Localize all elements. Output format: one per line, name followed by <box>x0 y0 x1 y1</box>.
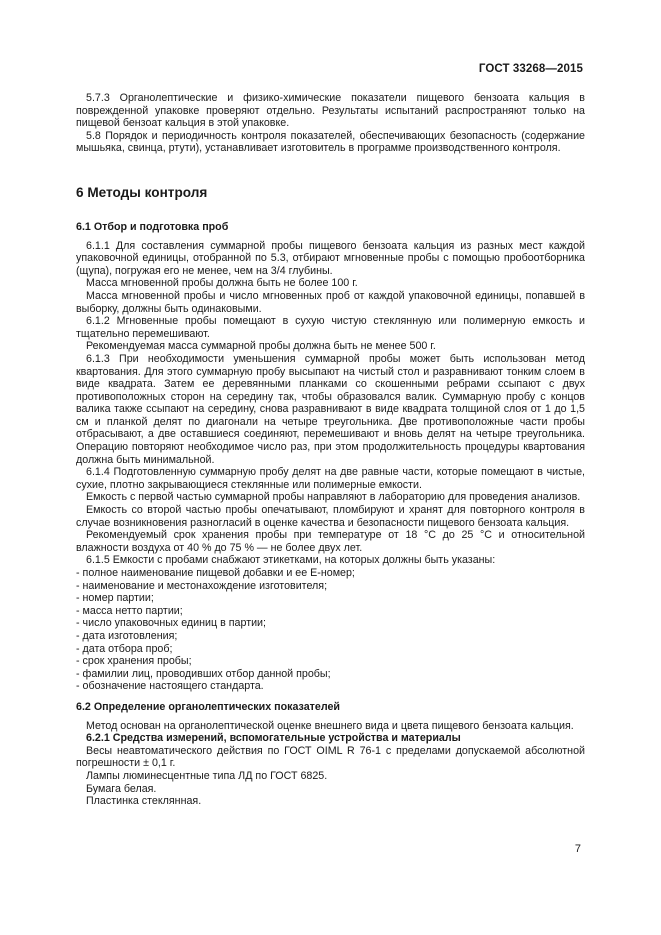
list-item: - срок хранения пробы; <box>76 655 192 668</box>
paragraph-scales: Весы неавтоматического действия по ГОСТ OIML R 76-1 с пределами допускаемой абсолютной погрешности ± 0,1 г. <box>76 744 585 770</box>
list-item: - полное наименование пищевой добавки и ее Е-номер; <box>76 567 355 579</box>
page-content <box>76 92 585 808</box>
paragraph-first-part: Емкость с первой частью суммарной пробы направляют в лабораторию для проведения анализов. <box>86 491 581 504</box>
list-item: - дата отбора проб; <box>76 642 173 655</box>
paragraph-5-7-3: 5.7.3 Органолептические и физико-химические показатели пищевого бензоата кальция в поврежденной упаковке проверяют отдельно. Результаты испытаний распространяют только на пищевой бензоат кальция в этой упаковке. <box>76 92 585 130</box>
paragraph-6-1-3: 6.1.3 При необходимости уменьшения суммарной пробы может быть использован метод квартования. Для этого суммарную пробу высыпают на чистый стол и разравнивают тонким слоем в виде квадрата. Затем ее деревянными планками со скошенными ребрами ссыпают с двух противоположных сторон на середину так, чтобы образовался валик. Суммарную пробу с концов валика также ссыпают на середину, снова разравнивают в виде квадрата толщиной слоя от 1 до 1,5 см и планкой делят по диагонали на четыре треугольника. Две противоположные части пробы отбрасывают, а две оставшиеся соединяют, перемешивают и вновь делят на четыре треугольника. Операцию повторяют необходимое число раз, при этом продолжительность процедуры квартования должна быть минимальной. <box>76 352 585 466</box>
paragraph-second-part: Емкость со второй частью пробы опечатывают, пломбируют и хранят для повторного контроля в случае возникновения разногласий в оценке качества и безопасности пищевого бензоата кальция. <box>76 504 585 529</box>
page-number: 7 <box>574 843 581 855</box>
paragraph-glass-plate: Пластинка стеклянная. <box>86 795 202 808</box>
paragraph-lamps: Лампы люминесцентные типа ЛД по ГОСТ 6825. <box>86 769 328 782</box>
paragraph-6-2-intro: Метод основан на органолептической оценке внешнего вида и цвета пищевого бензоата кальция. <box>86 719 574 732</box>
list-item: - номер партии; <box>76 592 154 605</box>
paragraph-6-1-1: 6.1.1 Для составления суммарной пробы пищевого бензоата кальция из разных мест каждой упаковочной единицы, отобранной по 5.3, отбирают мгновенные пробы с помощью пробоотборника (щупа), погружая его не менее, чем на 3/4 глубины. <box>76 239 585 277</box>
section-6-heading: 6 Методы контроля <box>76 184 208 200</box>
paragraph-sample-count: Масса мгновенной пробы и число мгновенных проб от каждой упаковочной единицы, попавшей в выборку, должны быть одинаковыми. <box>76 289 585 315</box>
paragraph-storage: Рекомендуемый срок хранения пробы при температуре от 18 °С до 25 °С и относительной влажности воздуха от 40 % до 75 % — не более двух лет. <box>76 529 585 554</box>
paragraph-6-1-4: 6.1.4 Подготовленную суммарную пробу делят на две равные части, которые помещают в чистые, сухие, плотно закрывающиеся стеклянные или полимерные емкости. <box>76 466 585 491</box>
subsection-6-2-1-heading: 6.2.1 Средства измерений, вспомогательные устройства и материалы <box>86 732 461 745</box>
subsection-6-1-heading: 6.1 Отбор и подготовка проб <box>76 220 229 233</box>
list-item: - фамилии лиц, проводивших отбор данной пробы; <box>76 667 331 680</box>
paragraph-sample-mass: Масса мгновенной пробы должна быть не более 100 г. <box>86 277 358 290</box>
list-item: - наименование и местонахождение изготовителя; <box>76 579 328 592</box>
subsection-6-2-heading: 6.2 Определение органолептических показателей <box>76 700 340 713</box>
list-item: - число упаковочных единиц в партии; <box>76 617 266 630</box>
paragraph-5-8: 5.8 Порядок и периодичность контроля показателей, обеспечивающих безопасность (содержание мышьяка, свинца, ртути), устанавливает изготовитель в программе производственного контроля. <box>76 129 585 155</box>
document-code: ГОСТ 33268—2015 <box>478 63 583 75</box>
list-item: - обозначение настоящего стандарта. <box>76 680 264 693</box>
paragraph-recommended-mass: Рекомендуемая масса суммарной пробы должна быть не менее 500 г. <box>86 340 436 353</box>
list-item: - дата изготовления; <box>76 629 178 642</box>
list-item: - масса нетто партии; <box>76 604 183 617</box>
paragraph-paper: Бумага белая. <box>86 782 157 795</box>
paragraph-6-1-5: 6.1.5 Емкости с пробами снабжают этикетками, на которых должны быть указаны: <box>86 554 496 567</box>
label-requirements-list <box>76 567 585 693</box>
paragraph-6-1-2: 6.1.2 Мгновенные пробы помещают в сухую чистую стеклянную или полимерную емкость и тщательно перемешивают. <box>76 315 585 340</box>
